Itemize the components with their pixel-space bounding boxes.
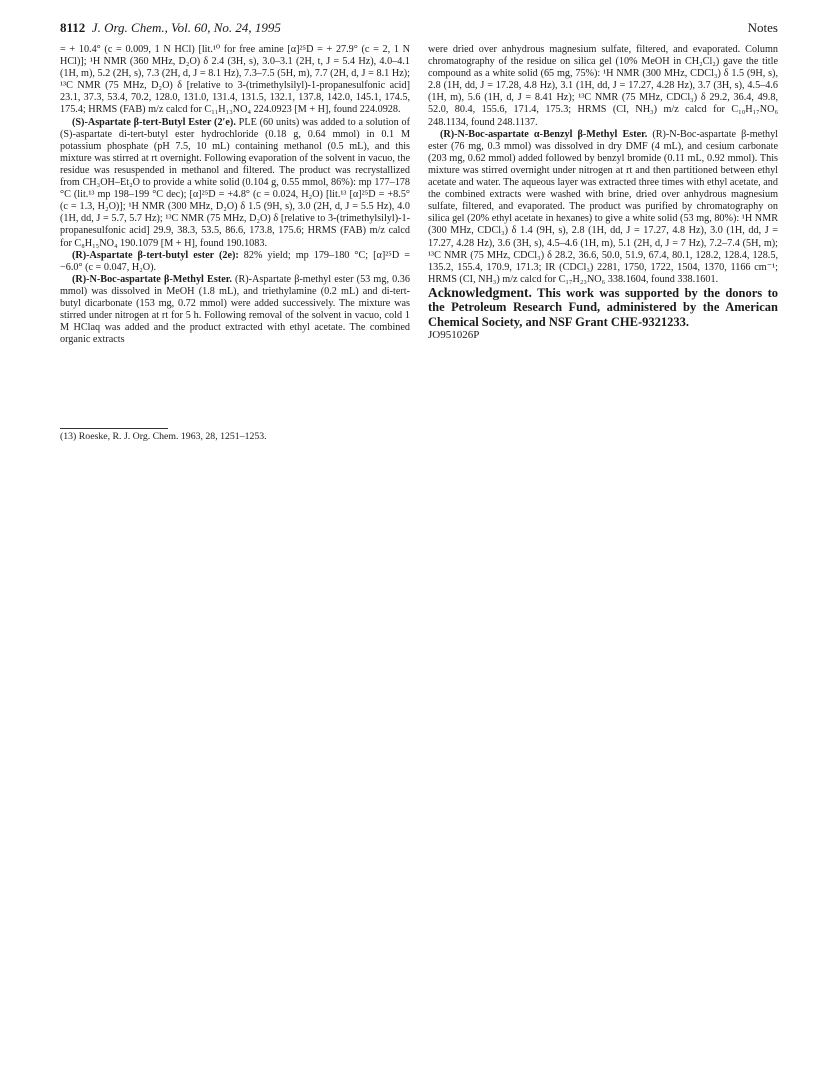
acknowledgment bbox=[428, 286, 778, 330]
journal-citation: J. Org. Chem., Vol. 60, No. 24, 1995 bbox=[91, 20, 281, 35]
paragraph-continuation: were dried over anhydrous magnesium sulfate, filtered, and evaporated. Column chromatography of the residue on silica gel (10% MeOH in CH₂Cl₂) gave the title compound as a white solid (65 mg, 75%): ¹H NMR (300 MHz, CDCl₃) δ 1.5 (9H, s), 2.8 (1H, dd, J = 17.28, 4.8 Hz), 3.1 (1H, dd, J = 17.27, 4.28 Hz), 3.7 (3H, s), 4.5–4.6 (1H, m), 5.6 (1H, d, J = 8.41 Hz); ¹³C NMR (75 MHz, CDCl₃) δ 29.2, 36.4, 49.8, 52.0, 80.4, 155.6, 171.4, 175.3; HRMS (CI, NH₃) m/z calcd for C₁₀H₁₇NO₆ 248.1134, found 248.1137. bbox=[428, 44, 778, 128]
left-column bbox=[60, 44, 410, 346]
compound-heading: (S)-Aspartate β-tert-Butyl Ester (2′e). bbox=[72, 116, 236, 128]
acknowledgment-heading: Acknowledgment. bbox=[428, 284, 532, 300]
paragraph-s-aspartate-tert-butyl bbox=[60, 117, 410, 250]
footnote: (13) Roeske, R. J. Org. Chem. 1963, 28, 1251–1253. bbox=[60, 431, 267, 442]
compound-heading: (R)-N-Boc-aspartate α-Benzyl β-Methyl Ester. bbox=[440, 128, 648, 140]
footnote-divider bbox=[60, 428, 168, 429]
paragraph-body: (R)-N-Boc-aspartate β-methyl ester (76 mg, 0.3 mmol) was dissolved in dry DMF (4 mL), and cesium carbonate (203 mg, 0.62 mmol) added followed by benzyl bromide (0.11 mL, 0.92 mmol). This mixture was stirred overnight under nitrogen at rt and then partitioned between ethyl acetate and water. The aqueous layer was extracted three times with ethyl acetate, and the combined extracts were washed with brine, dried over anhydrous magnesium sulfate, filtered, and evaporated. The product was purified by chromatography on silica gel (20% ethyl acetate in hexanes) to give a white solid (53 mg, 80%): ¹H NMR (300 MHz, CDCl₃) δ 1.4 (9H, s), 2.8 (1H, dd, J = 17.27, 4.8 Hz), 3.0 (1H, dd, J = 17.27, 4.28 Hz), 3.6 (3H, s), 4.5–4.6 (1H, m), 5.1 (2H, d, J = 7 Hz), 7.2–7.4 (5H, m); ¹³C NMR (75 MHz, CDCl₃) δ 28.2, 36.6, 50.0, 51.9, 67.4, 80.1, 128.2, 128.4, 128.5, 135.2, 155.4, 170.9, 171.3; IR (CDCl₃) 2281, 1750, 1722, 1504, 1370, 1166 cm⁻¹; HRMS (CI, NH₃) m/z calcd for C₁₇H₂₃NO₆ 338.1604, found 338.1601. bbox=[428, 128, 778, 285]
page-number: 8112 bbox=[60, 20, 86, 35]
paragraph-boc-benzyl-methyl-ester bbox=[428, 129, 778, 286]
paragraph-boc-methyl-ester bbox=[60, 274, 410, 347]
paragraph-body: PLE (60 units) was added to a solution of (S)-aspartate di-tert-butyl ester hydrochloride (0.18 g, 0.64 mmol) in 0.1 M potassium phosphate (pH 7.5, 10 mL) containing methanol (0.5 mL), and this mixture was stirred at rt overnight. Following evaporation of the solvent in vacuo, the residue was resuspended in methanol and filtered. The product was recrystallized from CH₃OH–Et₂O to provide a white solid (0.104 g, 0.55 mmol, 86%): mp 177–178 °C (lit.¹³ mp 198–199 °C dec); [α]²⁵D = +4.8° (c = 0.024, H₂O) [lit.¹³ [α]²⁵D = +8.5° (c = 1.3, H₂O)]; ¹H NMR (300 MHz, D₂O) δ 1.5 (9H, s), 3.0 (2H, d, J = 5.5 Hz), 4.0 (1H, dd, J = 5.7, 5.7 Hz); ¹³C NMR (75 MHz, D₂O) δ [relative to 3-(trimethylsilyl)-1-propanesulfonic acid] 29.9, 38.3, 53.5, 86.6, 173.8, 175.6; HRMS (FAB) m/z calcd for C₈H₁₅NO₄ 190.1079 [M + H], found 190.1083. bbox=[60, 116, 411, 249]
page-header bbox=[60, 20, 778, 40]
compound-heading: (R)-Aspartate β-tert-butyl ester (2e): bbox=[72, 249, 239, 261]
paragraph-continuation: = + 10.4° (c = 0.009, 1 N HCl) [lit.¹⁰ for free amine [α]²⁵D = + 27.9° (c = 2, 1 N HCl)]; ¹H NMR (360 MHz, D₂O) δ 2.4 (3H, s), 3.0–3.1 (2H, t, J = 5.4 Hz), 4.0–4.1 (1H, m), 5.2 (2H, s), 7.3 (2H, d, J = 8.1 Hz), 7.3–7.5 (5H, m), 7.7 (2H, d, J = 8.1 Hz); ¹³C NMR (75 MHz, D₂O) δ [relative to 3-(trimethylsilyl)-1-propanesulfonic acid] 23.1, 37.3, 53.4, 70.2, 128.0, 131.0, 131.4, 131.5, 132.1, 137.8, 142.0, 145.1, 174.5, 175.4; HRMS (FAB) m/z calcd for C₁₁H₁₃NO₄ 224.0923 [M + H], found 224.0928. bbox=[60, 44, 410, 116]
acknowledgment-body: This work was supported by the donors to the Petroleum Research Fund, administered by the American Chemical Society, and NSF Grant CHE-9321233. bbox=[428, 285, 778, 329]
compound-heading: (R)-N-Boc-aspartate β-Methyl Ester. bbox=[72, 273, 232, 285]
section-label: Notes bbox=[747, 20, 778, 35]
paragraph-r-aspartate-tert-butyl bbox=[60, 250, 410, 274]
journal-code: JO951026P bbox=[428, 329, 480, 342]
paragraph-body: (R)-Aspartate β-methyl ester (53 mg, 0.36 mmol) was dissolved in MeOH (1.8 mL), and triethylamine (0.2 mL) and di-tert-butyl dicarbonate (153 mg, 0.72 mmol) were added successively. The mixture was stirred under nitrogen at rt for 5 h. Following removal of the solvent in vacuo, cold 1 M HClaq was added and the product extracted with ethyl acetate. The combined organic extracts bbox=[60, 273, 410, 346]
paragraph-body: 82% yield; mp 179–180 °C; [α]²⁵D = −6.0° (c = 0.047, H₂O). bbox=[60, 249, 410, 273]
right-column bbox=[428, 44, 778, 341]
